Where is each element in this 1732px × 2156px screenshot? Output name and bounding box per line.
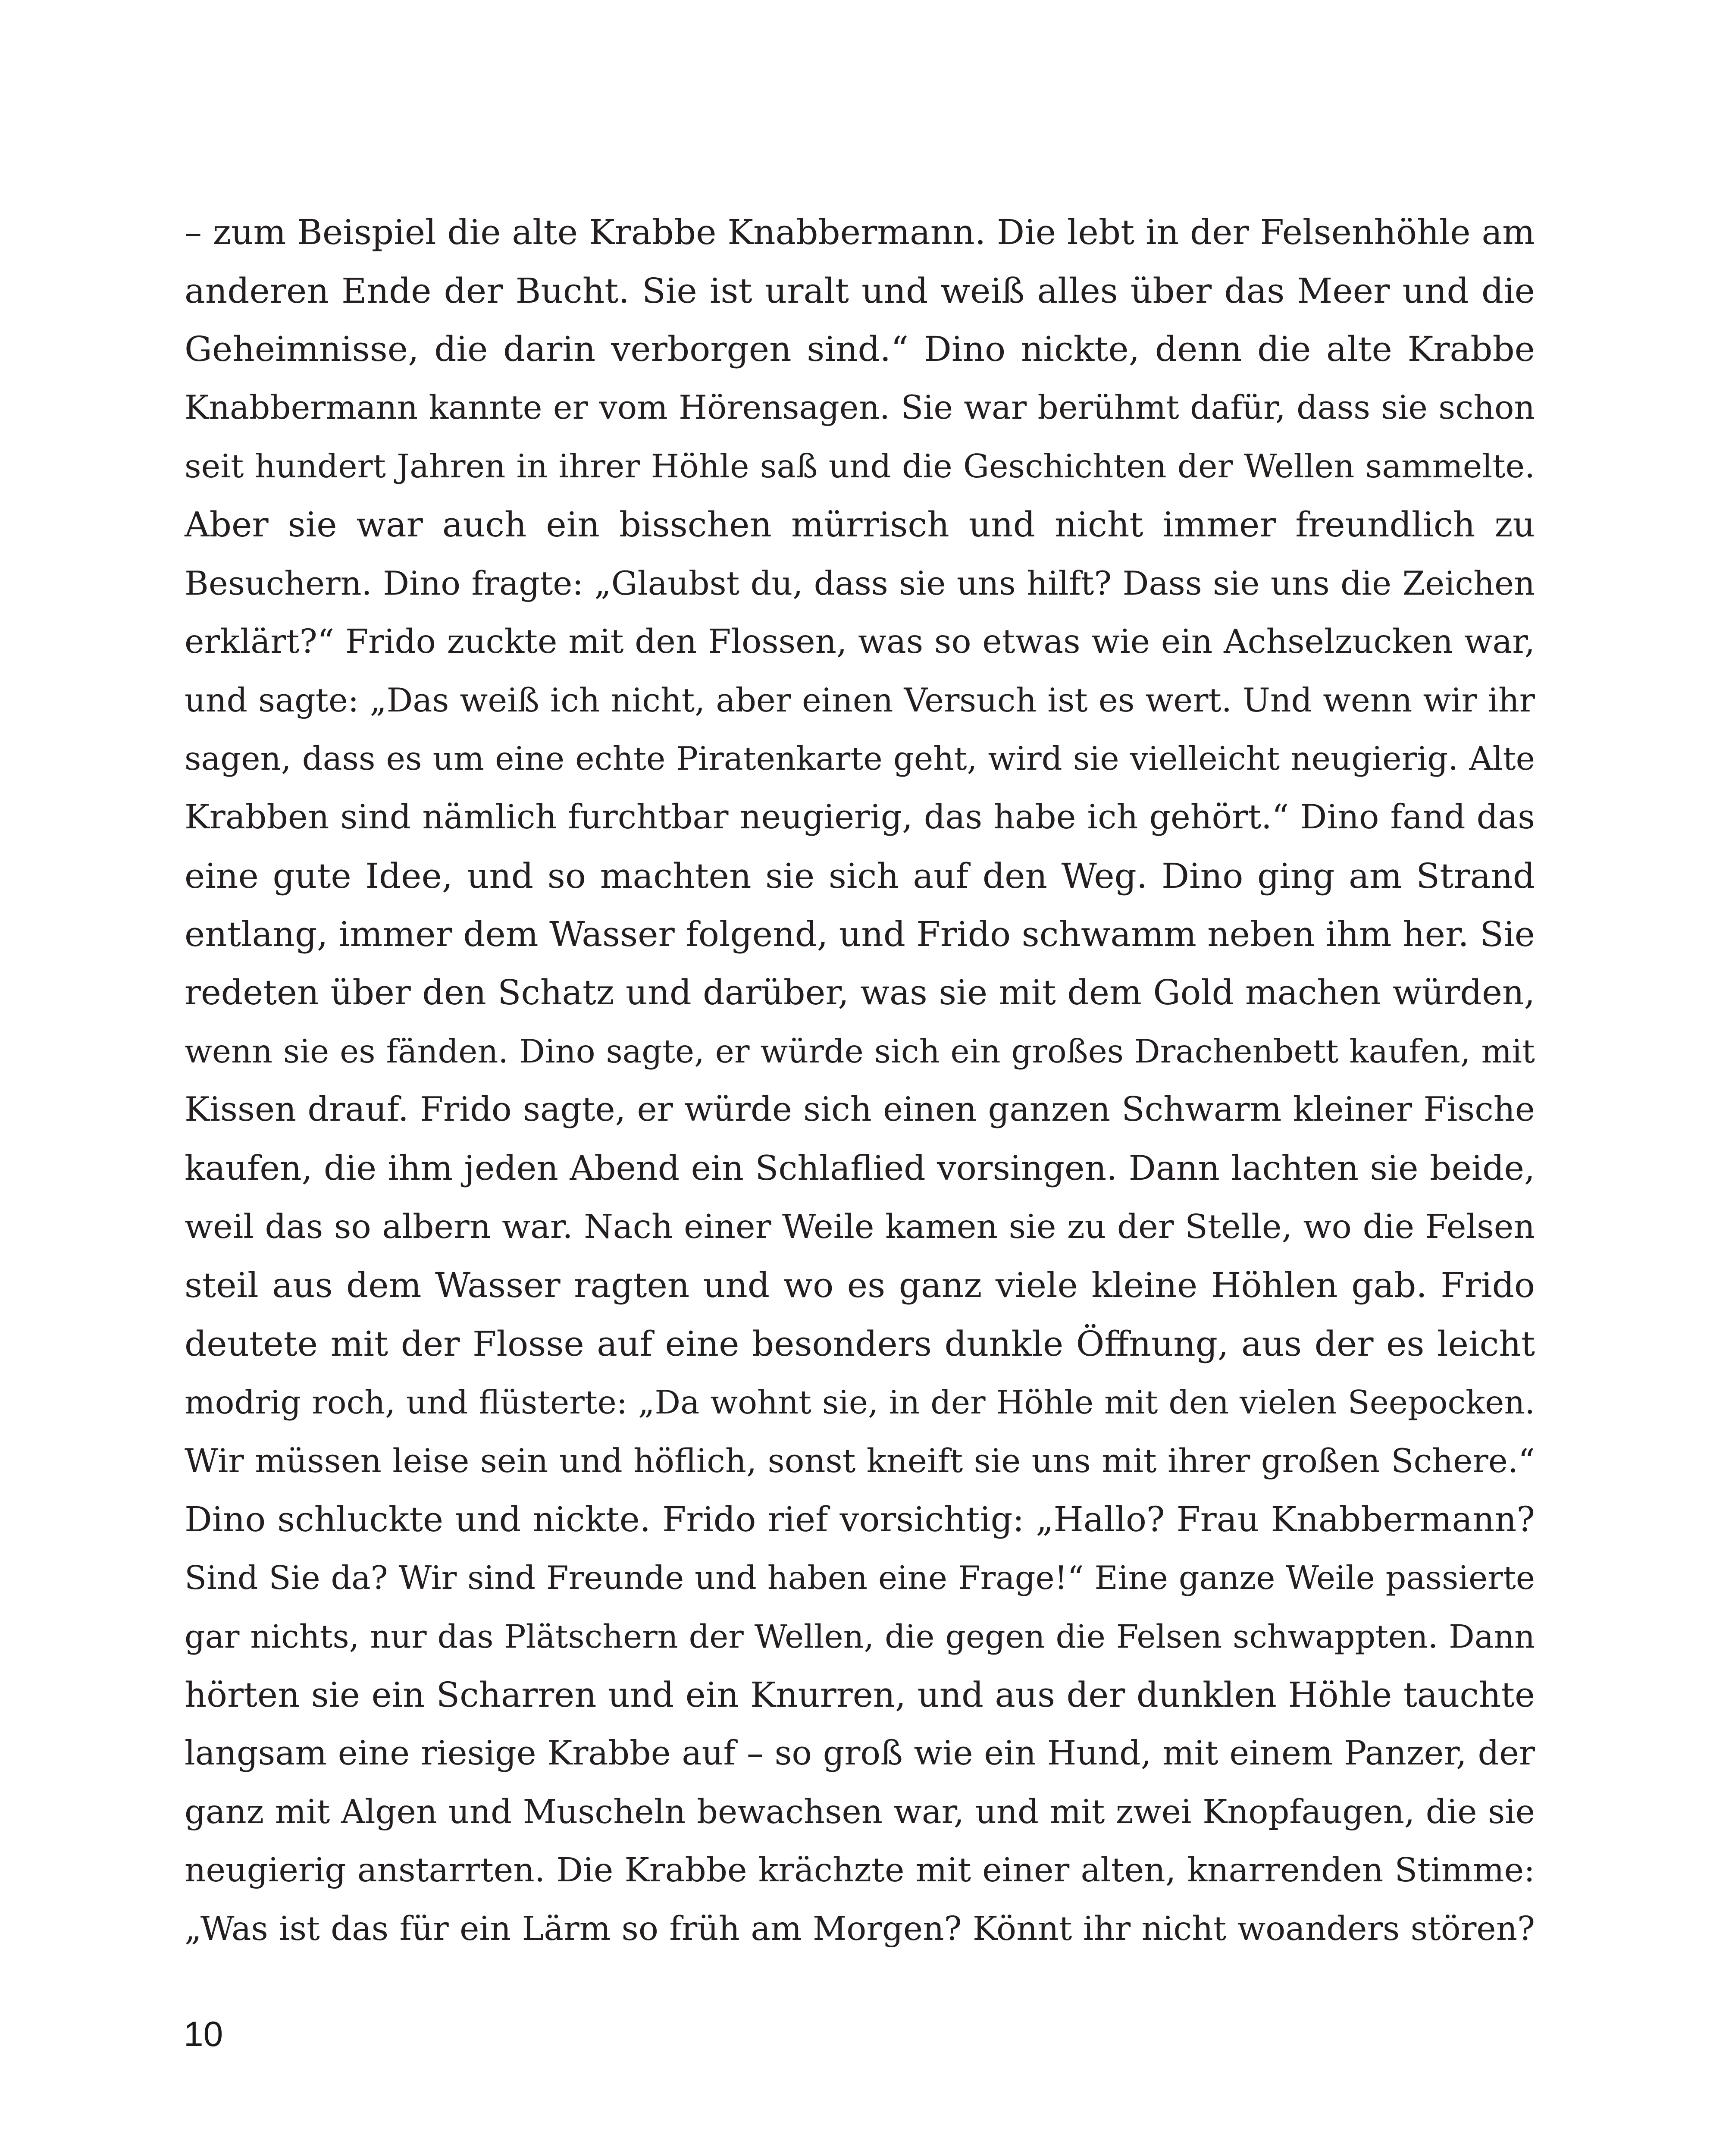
text-line: erklärt?“ Frido zuckte mit den Flossen, was so etwas wie ein Achselzucken war, xyxy=(185,622,1535,661)
text-line: sagen, dass es um eine echte Piratenkarte geht, wird sie vielleicht neugierig. Alte xyxy=(185,740,1535,778)
text-line: Wir müssen leise sein und höflich, sonst kneift sie uns mit ihrer großen Schere.“ xyxy=(185,1442,1535,1480)
text-line: deutete mit der Flosse auf eine besonders dunkle Öffnung, aus der es leicht xyxy=(185,1324,1535,1364)
text-line: – zum Beispiel die alte Krabbe Knabbermann. Die lebt in der Felsenhöhle am xyxy=(185,212,1535,252)
text-line: entlang, immer dem Wasser folgend, und Frido schwamm neben ihm her. Sie xyxy=(185,914,1535,955)
text-line: ganz mit Algen und Muscheln bewachsen war, und mit zwei Knopfaugen, die sie xyxy=(185,1792,1535,1831)
text-line: wenn sie es fänden. Dino sagte, er würde sich ein großes Drachenbett kaufen, mit xyxy=(185,1032,1535,1070)
text-line: eine gute Idee, und so machten sie sich auf den Weg. Dino ging am Strand xyxy=(185,856,1535,896)
text-line: neugierig anstarrten. Die Krabbe krächzte mit einer alten, knarrenden Stimme: xyxy=(185,1851,1535,1890)
text-line: langsam eine riesige Krabbe auf – so groß wie ein Hund, mit einem Panzer, der xyxy=(185,1733,1535,1773)
text-line: anderen Ende der Bucht. Sie ist uralt und weiß alles über das Meer und die xyxy=(185,270,1535,311)
text-line: Dino schluckte und nickte. Frido rief vorsichtig: „Hallo? Frau Knabbermann? xyxy=(185,1499,1535,1540)
text-line: redeten über den Schatz und darüber, was sie mit dem Gold machen würden, xyxy=(185,972,1535,1012)
text-line: seit hundert Jahren in ihrer Höhle saß und die Geschichten der Wellen sammelte. xyxy=(185,447,1535,485)
text-line: Sind Sie da? Wir sind Freunde und haben eine Frage!“ Eine ganze Weile passierte xyxy=(185,1559,1535,1597)
text-line: gar nichts, nur das Plätschern der Wellen, die gegen die Felsen schwappten. Dann xyxy=(185,1617,1535,1655)
text-line: Krabben sind nämlich furchtbar neugierig, das habe ich gehört.“ Dino fand das xyxy=(185,797,1535,837)
text-line: weil das so albern war. Nach einer Weile kamen sie zu der Stelle, wo die Felsen xyxy=(185,1207,1535,1246)
body-text xyxy=(185,203,1535,1959)
text-line: Besuchern. Dino fragte: „Glaubst du, dass sie uns hilft? Dass sie uns die Zeichen xyxy=(185,564,1535,603)
text-line: hörten sie ein Scharren und ein Knurren, und aus der dunklen Höhle tauchte xyxy=(185,1675,1535,1715)
text-line: modrig roch, und flüsterte: „Da wohnt sie, in der Höhle mit den vielen Seepocken. xyxy=(185,1383,1535,1421)
text-line: kaufen, die ihm jeden Abend ein Schlaflied vorsingen. Dann lachten sie beide, xyxy=(185,1148,1535,1188)
text-line: Kissen drauf. Frido sagte, er würde sich einen ganzen Schwarm kleiner Fische xyxy=(185,1090,1535,1129)
text-line: Aber sie war auch ein bisschen mürrisch und nicht immer freundlich zu xyxy=(185,505,1535,545)
text-line: und sagte: „Das weiß ich nicht, aber einen Versuch ist es wert. Und wenn wir ihr xyxy=(185,681,1535,719)
text-line: Knabbermann kannte er vom Hörensagen. Sie war berühmt dafür, dass sie schon xyxy=(185,389,1535,427)
text-line: steil aus dem Wasser ragten und wo es ganz viele kleine Höhlen gab. Frido xyxy=(185,1265,1535,1306)
page-number: 10 xyxy=(184,2015,223,2054)
text-line: Geheimnisse, die darin verborgen sind.“ Dino nickte, denn die alte Krabbe xyxy=(185,329,1535,370)
text-line: „Was ist das für ein Lärm so früh am Morgen? Könnt ihr nicht woanders stören? xyxy=(185,1909,1535,1948)
